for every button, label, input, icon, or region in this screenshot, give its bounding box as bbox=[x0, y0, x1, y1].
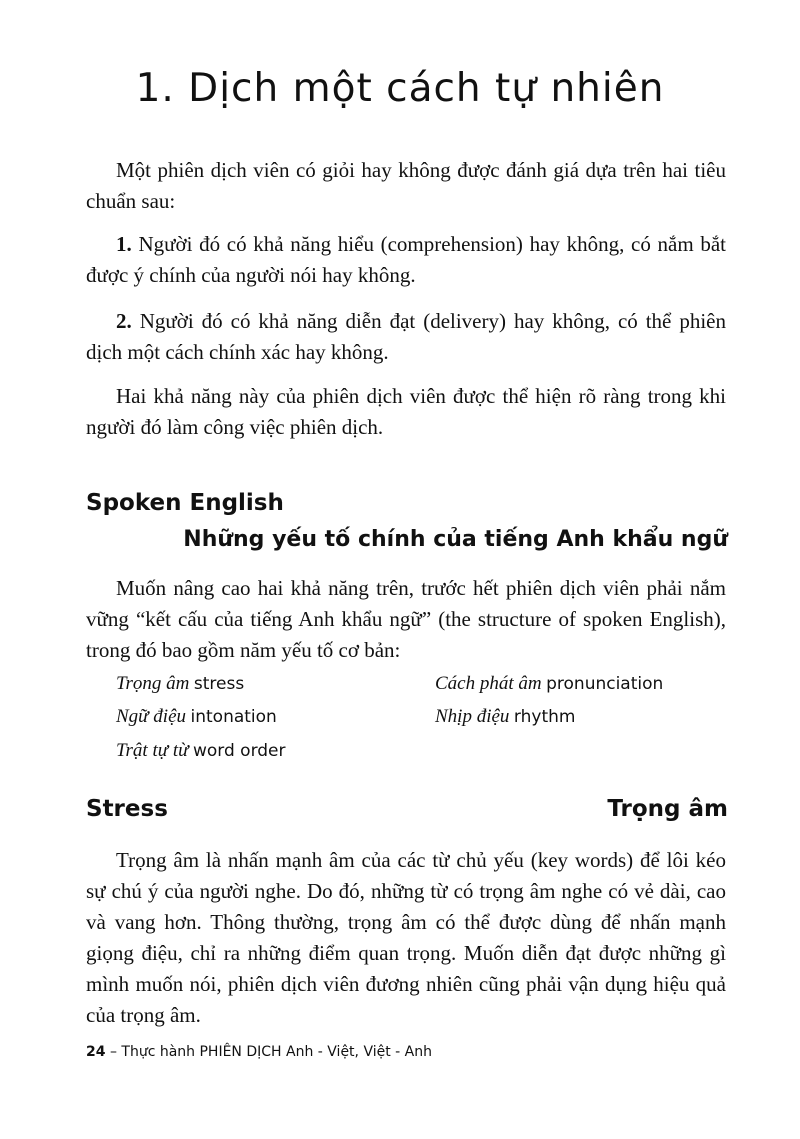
stress-heading: Stress bbox=[86, 796, 168, 822]
criterion-2-number: 2. bbox=[116, 309, 132, 333]
element-rhythm-en: rhythm bbox=[513, 707, 576, 727]
criterion-1 bbox=[86, 229, 726, 291]
element-word-order-vi: Trật tự từ bbox=[116, 740, 189, 761]
element-rhythm-vi: Nhịp điệu bbox=[435, 706, 510, 727]
element-pronunciation bbox=[435, 673, 663, 695]
element-pronunciation-en: pronunciation bbox=[546, 674, 664, 694]
stress-heading-vi: Trọng âm bbox=[607, 796, 728, 822]
element-intonation-en: intonation bbox=[190, 707, 277, 727]
criterion-2-text: Người đó có khả năng diễn đạt (delivery) hay không, có thể phiên dịch một cách chính xác hay không. bbox=[86, 309, 726, 364]
spoken-english-heading: Spoken English bbox=[86, 490, 284, 516]
chapter-title: 1. Dịch một cách tự nhiên bbox=[135, 66, 665, 111]
element-pronunciation-vi: Cách phát âm bbox=[435, 673, 542, 694]
page-footer bbox=[86, 1044, 432, 1060]
element-rhythm bbox=[435, 706, 575, 728]
element-word-order bbox=[116, 740, 286, 762]
criterion-1-text: Người đó có khả năng hiểu (comprehension) hay không, có nắm bắt được ý chính của người nói hay không. bbox=[86, 232, 727, 287]
element-intonation-vi: Ngữ điệu bbox=[116, 706, 186, 727]
criterion-1-number: 1. bbox=[116, 232, 132, 256]
criterion-2 bbox=[86, 306, 726, 368]
element-intonation bbox=[116, 706, 277, 728]
element-word-order-en: word order bbox=[192, 741, 286, 761]
element-stress-en: stress bbox=[193, 674, 245, 694]
intro-closing: Hai khả năng này của phiên dịch viên được thể hiện rõ ràng trong khi người đó làm công việc phiên dịch. bbox=[86, 384, 726, 439]
spoken-english-paragraph: Muốn nâng cao hai khả năng trên, trước hết phiên dịch viên phải nắm vững “kết cấu của tiếng Anh khẩu ngữ” (the structure of spoken English), trong đó bao gồm năm yếu tố cơ bản: bbox=[86, 576, 726, 662]
stress-paragraph: Trọng âm là nhấn mạnh âm của các từ chủ yếu (key words) để lôi kéo sự chú ý của người nghe. Do đó, những từ có trọng âm nghe có vẻ dài, cao và vang hơn. Thông thường, trọng âm có thể được dùng để nhấn mạnh giọng điệu, chỉ ra những điểm quan trọng. Muốn diễn đạt được những gì mình muốn nói, phiên dịch viên đương nhiên cũng phải vận dụng hiệu quả của trọng âm. bbox=[86, 848, 726, 1027]
element-stress-vi: Trọng âm bbox=[116, 673, 190, 694]
book-title: Thực hành PHIÊN DỊCH Anh - Việt, Việt - Anh bbox=[121, 1044, 432, 1060]
intro-paragraph: Một phiên dịch viên có giỏi hay không được đánh giá dựa trên hai tiêu chuẩn sau: bbox=[86, 158, 726, 213]
spoken-english-subheading: Những yếu tố chính của tiếng Anh khẩu ngữ bbox=[183, 527, 728, 552]
element-stress bbox=[116, 673, 244, 695]
footer-separator: – bbox=[109, 1044, 117, 1060]
page-number: 24 bbox=[86, 1044, 106, 1060]
